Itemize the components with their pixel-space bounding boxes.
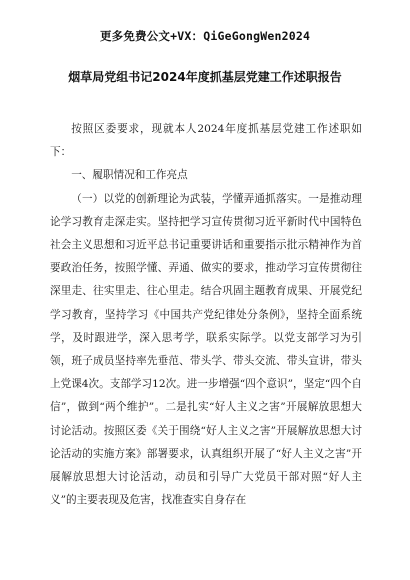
document-title: 烟草局党组书记2024年度抓基层党建工作述职报告 — [68, 70, 342, 84]
section-heading: 一、履职情况和工作亮点 — [71, 169, 188, 182]
body-paragraph: （一）以党的创新理论为武装，学懂弄通抓落实。一是推动理论学习教育走深走实。坚持把学习宣传贯彻习近平新时代中国特色社会主义思想和习近平总书记重要讲话和重要指示批示精神作为首要政治任务，按照学懂、弄通、做实的要求，推动学习宣传贯彻往深里走、往实里走、往心里走。结合巩固主题教育成果、开展党纪学习教育，坚持学习《中国共产党纪律处分条例》，坚持全面系统学，及时跟进学，深入思考学，联系实际学。以党支部学习为引领，班子成员坚持率先垂范、带头学、带头交流、带头宣讲，带头上党课4次。支部学习12次。进一步增强“四个意识”，坚定“四个自信”，做到“两个维护”。二是扎实“好人主义之害”开展解放思想大讨论活动。按照区委《关于围绕“好人主义之害”开展解放思想大讨论活动的实施方案》部署要求，认真组织开展了“好人主义之害”开展解放思想大讨论活动，动员和引导广大党员干部对照“好人主义”的主要表现及危害，找准查实自身存在 — [50, 192, 362, 507]
intro-paragraph: 按照区委要求，现就本人2024年度抓基层党建工作述职如下： — [50, 123, 362, 159]
watermark-header: 更多免费公文+VX：QiGeGongWen2024 — [99, 29, 311, 43]
document-body — [50, 118, 362, 512]
